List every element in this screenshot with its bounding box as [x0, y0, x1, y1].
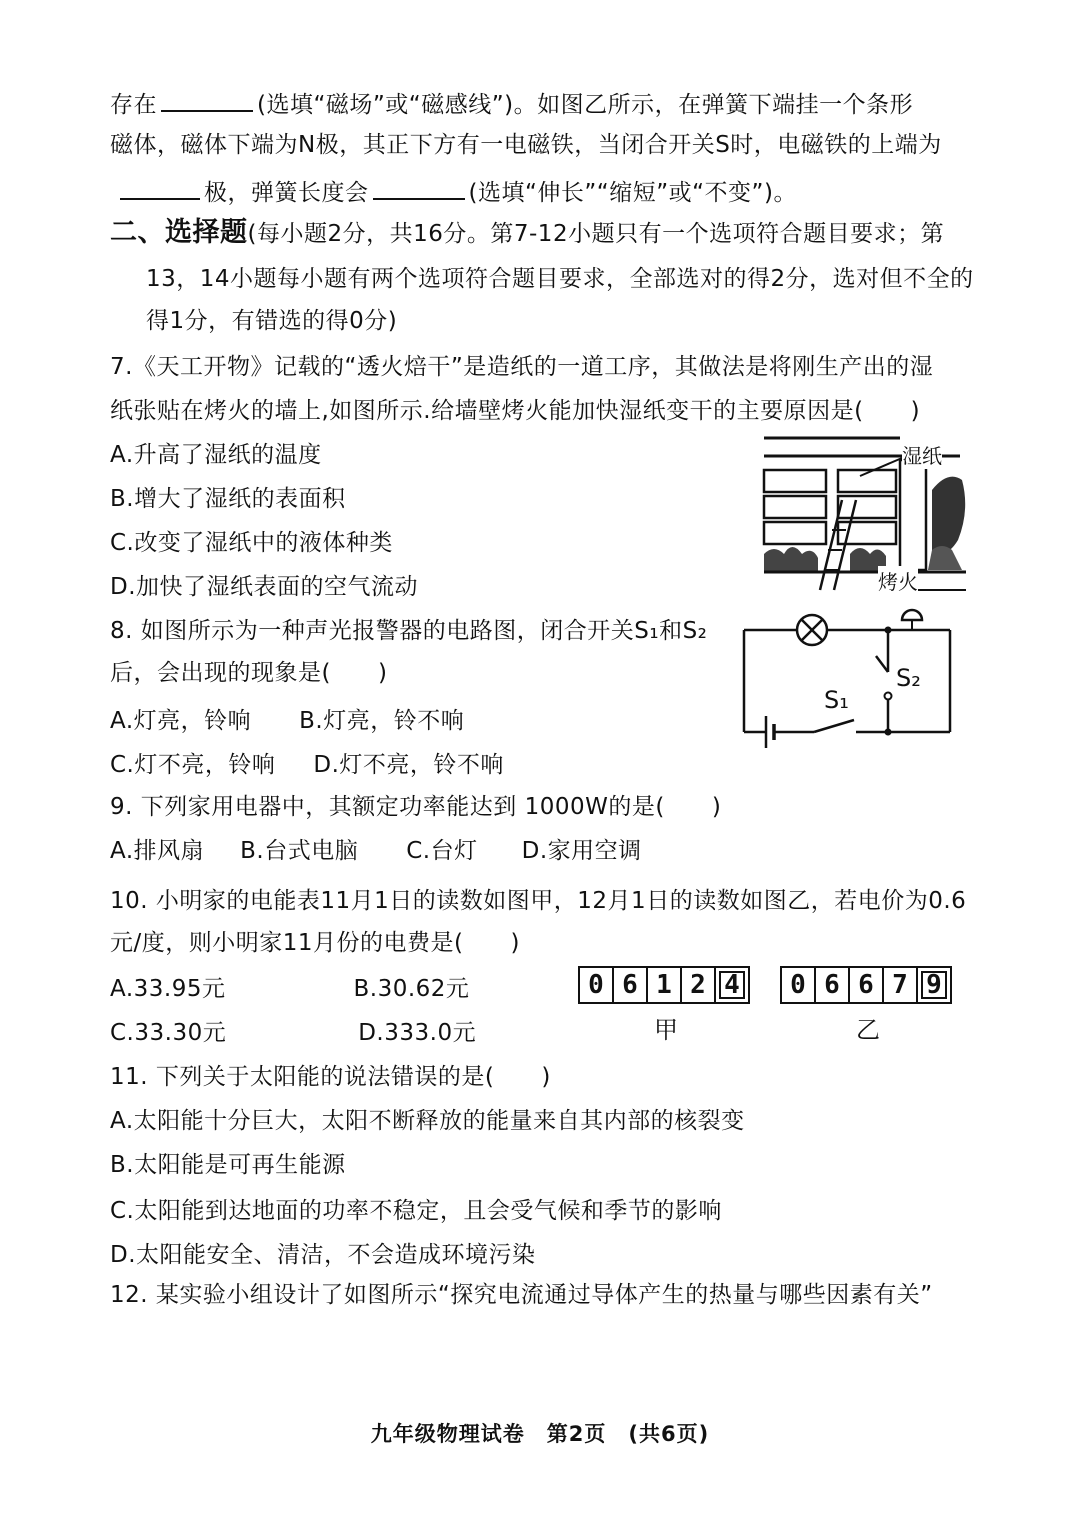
- section-title: 二、选择题: [110, 217, 248, 248]
- label-s2: S₂: [896, 664, 921, 692]
- answer-blank[interactable]: [120, 174, 200, 200]
- q7-option-b[interactable]: B.增大了湿纸的表面积: [110, 486, 346, 512]
- q10-stem-1: 10. 小明家的电能表11月1日的读数如图甲，12月1日的读数如图乙，若电价为0.6: [110, 888, 967, 914]
- page-footer: 九年级物理试卷 第2页 (共6页): [370, 1422, 710, 1446]
- meter-jia-label: 甲: [654, 1016, 678, 1044]
- meter-yi: [780, 966, 952, 1004]
- q6-line2: 磁体，磁体下端为N极，其正下方有一电磁铁，当闭合开关S时，电磁铁的上端为: [110, 132, 942, 158]
- alarm-circuit-figure: [736, 604, 962, 764]
- q9-options: [110, 836, 642, 866]
- q8-stem-1: 8. 如图所示为一种声光报警器的电路图，闭合开关S₁和S₂: [110, 618, 708, 644]
- q11-option-a[interactable]: A.太阳能十分巨大，太阳不断释放的能量来自其内部的核裂变: [110, 1108, 745, 1134]
- q8-options-ab: [110, 706, 464, 736]
- section-desc-2: 13，14小题每小题有两个选项符合题目要求，全部选对的得2分，选对但不全的: [146, 266, 974, 292]
- label-fire: 烤火: [878, 566, 918, 595]
- label-s1: S₁: [824, 686, 849, 714]
- q7-stem-1: 7.《天工开物》记载的“透火焙干”是造纸的一道工序，其做法是将刚生产出的湿: [110, 354, 934, 380]
- q6-line1: 存在 (选填“磁场”或“磁感线”)。如图乙所示，在弹簧下端挂一个条形: [110, 86, 913, 120]
- q8-stem-2: 后，会出现的现象是( ): [110, 660, 388, 686]
- meter-digit: 6: [816, 968, 850, 1002]
- q11-stem: 11. 下列关于太阳能的说法错误的是( ): [110, 1064, 551, 1090]
- q10-option-a[interactable]: A.33.95元: [110, 976, 226, 1002]
- meter-digit: 6: [614, 968, 648, 1002]
- answer-blank[interactable]: [161, 86, 253, 112]
- section-heading: 二、选择题(每小题2分，共16分。第7-12小题只有一个选项符合题目要求；第: [110, 217, 945, 248]
- q8-option-a[interactable]: A.灯亮，铃响: [110, 708, 252, 734]
- meter-digit: 0: [782, 968, 816, 1002]
- q10-option-d[interactable]: D.333.0元: [358, 1020, 477, 1046]
- q8-options-cd: [110, 750, 504, 780]
- q9-option-c[interactable]: C.台灯: [406, 838, 478, 864]
- meter-yi-label: 乙: [856, 1016, 880, 1044]
- q7-option-c[interactable]: C.改变了湿纸中的液体种类: [110, 530, 393, 556]
- meter-digit: 2: [682, 968, 716, 1002]
- q9-option-b[interactable]: B.台式电脑: [240, 838, 359, 864]
- q7-stem-2: 纸张贴在烤火的墙上,如图所示.给墙壁烤火能加快湿纸变干的主要原因是( ): [110, 398, 921, 424]
- paper-drying-figure: [760, 430, 970, 592]
- q11-option-b[interactable]: B.太阳能是可再生能源: [110, 1152, 346, 1178]
- meter-digit: 0: [580, 968, 614, 1002]
- q11-option-c[interactable]: C.太阳能到达地面的功率不稳定，且会受气候和季节的影响: [110, 1198, 722, 1224]
- q7-option-d[interactable]: D.加快了湿纸表面的空气流动: [110, 574, 419, 600]
- q7-option-a[interactable]: A.升高了湿纸的温度: [110, 442, 322, 468]
- q8-option-d[interactable]: D.灯不亮，铃不响: [313, 752, 504, 778]
- meter-jia: [578, 966, 750, 1004]
- q10-options-ab: [110, 974, 469, 1004]
- meter-digit: 6: [850, 968, 884, 1002]
- q9-option-d[interactable]: D.家用空调: [521, 838, 642, 864]
- q10-option-b[interactable]: B.30.62元: [353, 976, 470, 1002]
- meter-digit-decimal: 9: [918, 968, 950, 1002]
- q10-stem-2: 元/度，则小明家11月份的电费是( ): [110, 930, 520, 956]
- q6-line3: 极，弹簧长度会 (选填“伸长”“缩短”或“不变”)。: [110, 174, 797, 208]
- section-desc-3: 得1分，有错选的得0分): [146, 308, 398, 334]
- circuit-diagram: [736, 604, 962, 764]
- q10-options-cd: [110, 1018, 476, 1048]
- meter-digit-decimal: 4: [716, 968, 748, 1002]
- q9-option-a[interactable]: A.排风扇: [110, 838, 205, 864]
- label-wet-paper: 湿纸: [902, 440, 942, 469]
- q11-option-d[interactable]: D.太阳能安全、清洁，不会造成环境污染: [110, 1242, 536, 1268]
- meter-digit: 7: [884, 968, 918, 1002]
- q9-stem: 9. 下列家用电器中，其额定功率能达到 1000W的是( ): [110, 794, 722, 820]
- q10-option-c[interactable]: C.33.30元: [110, 1020, 227, 1046]
- q12-stem-1: 12. 某实验小组设计了如图所示“探究电流通过导体产生的热量与哪些因素有关”: [110, 1282, 933, 1308]
- q8-option-c[interactable]: C.灯不亮，铃响: [110, 752, 276, 778]
- meter-digit: 1: [648, 968, 682, 1002]
- answer-blank[interactable]: [373, 174, 465, 200]
- q8-option-b[interactable]: B.灯亮，铃不响: [299, 708, 465, 734]
